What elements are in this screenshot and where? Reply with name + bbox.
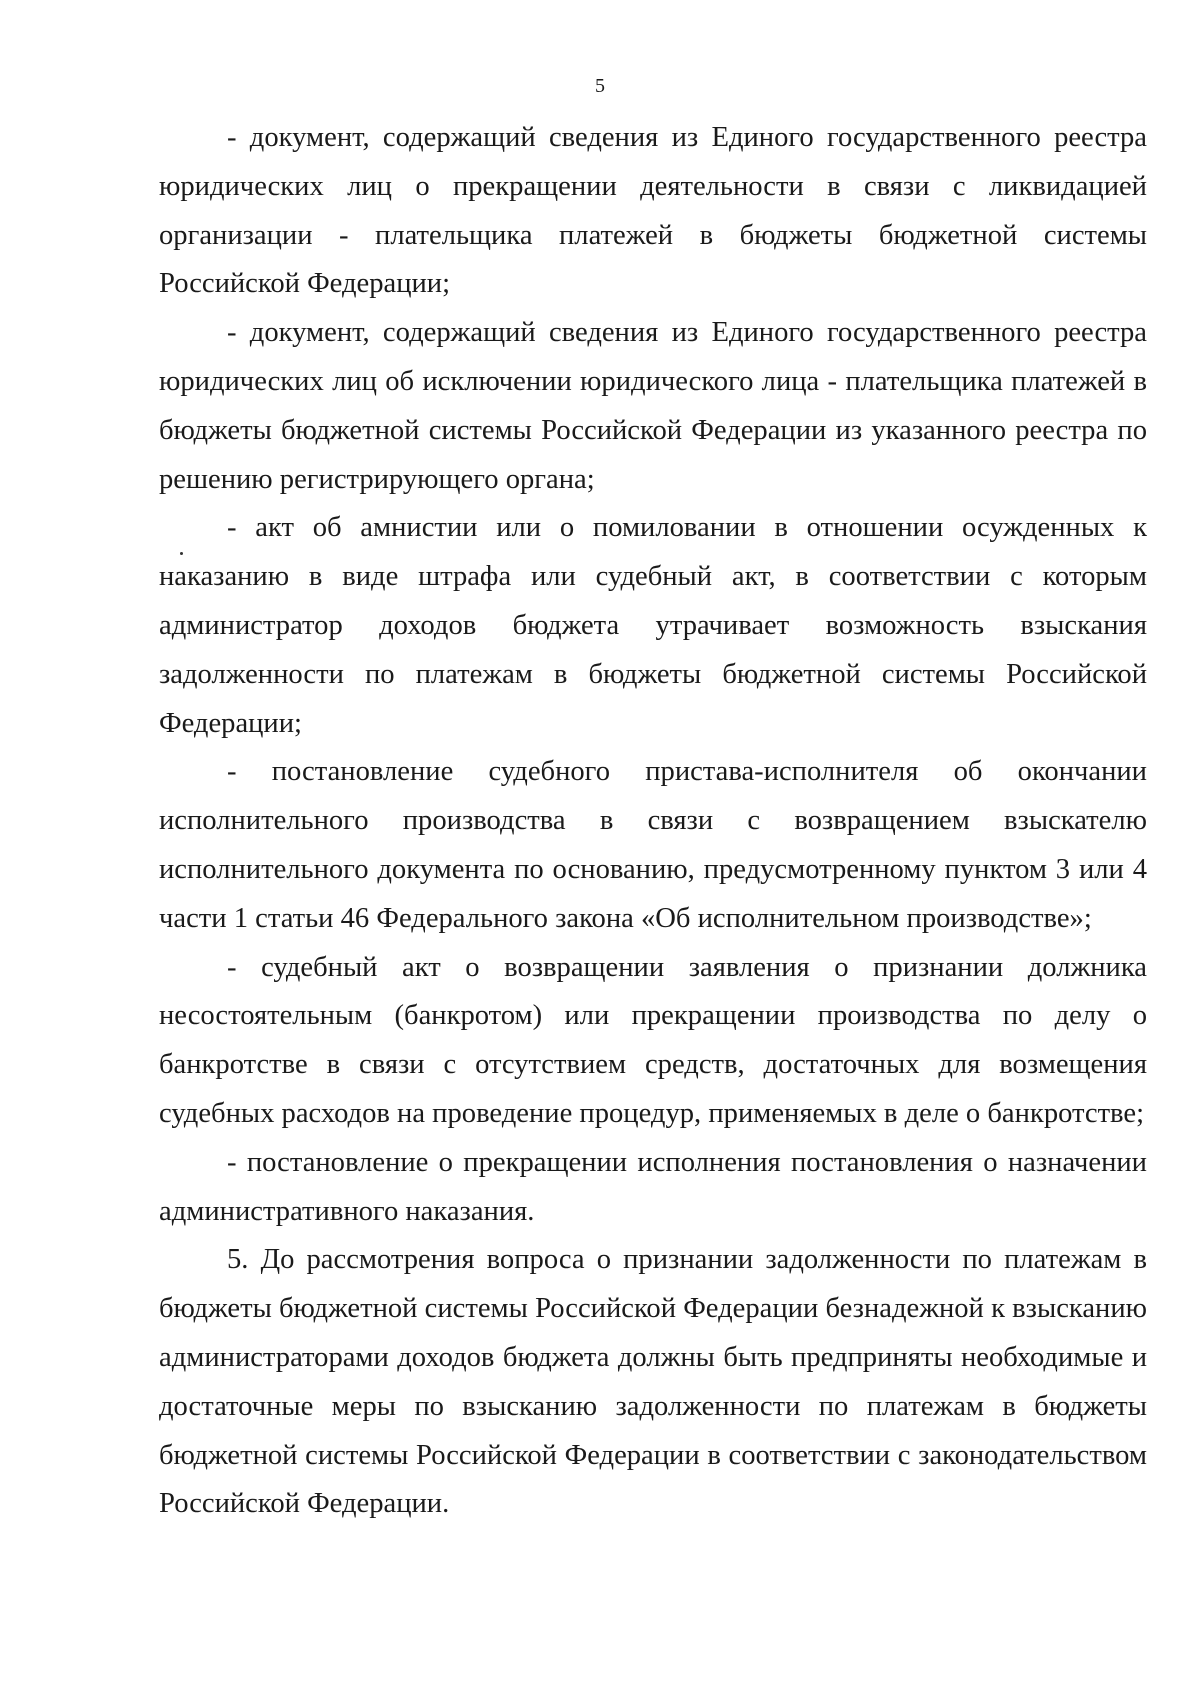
- list-item-bankruptcy-act: - судебный акт о возвращении заявления о признании должника несостоятельным (банкротом) или прекращении производства по делу о банкротстве в связи с отсутствием средств, достаточных для возмещения судебных расходов на проведение процедур, применяемых в деле о банкротстве;: [159, 951, 1147, 1129]
- list-item-liquidation-record: - документ, содержащий сведения из Единого государственного реестра юридических лиц о прекращении деятельности в связи с ликвидацией организации - плательщика платежей в бюджеты бюджетной системы Российской Федерации;: [159, 122, 1147, 300]
- document-body: [159, 114, 1147, 1529]
- page-number: 5: [595, 75, 605, 97]
- list-item-termination-resolution: - постановление о прекращении исполнения постановления о назначении административного наказания.: [159, 1146, 1147, 1227]
- list-item-amnesty-act: - акт об амнистии или о помиловании в отношении осужденных к наказанию в виде штрафа или судебный акт, в соответствии с которым администратор доходов бюджета утрачивает возможность взыскания задолженности по платежам в бюджеты бюджетной системы Российской Федерации;: [159, 512, 1147, 739]
- clause-5: 5. До рассмотрения вопроса о признании задолженности по платежам в бюджеты бюджетной системы Российской Федерации безнадежной к взысканию администраторами доходов бюджета должны быть предприняты необходимые и достаточные меры по взысканию задолженности по платежам в бюджеты бюджетной системы Российской Федерации в соответствии с законодательством Российской Федерации.: [159, 1244, 1147, 1520]
- list-item-bailiff-resolution: - постановление судебного пристава-исполнителя об окончании исполнительного производства в связи с возвращением взыскателю исполнительного документа по основанию, предусмотренному пунктом 3 или 4 части 1 статьи 46 Федерального закона «Об исполнительном производстве»;: [159, 756, 1147, 934]
- list-item-exclusion-record: - документ, содержащий сведения из Единого государственного реестра юридических лиц об исключении юридического лица - плательщика платежей в бюджеты бюджетной системы Российской Федерации из указанного реестра по решению регистрирующего органа;: [159, 317, 1147, 495]
